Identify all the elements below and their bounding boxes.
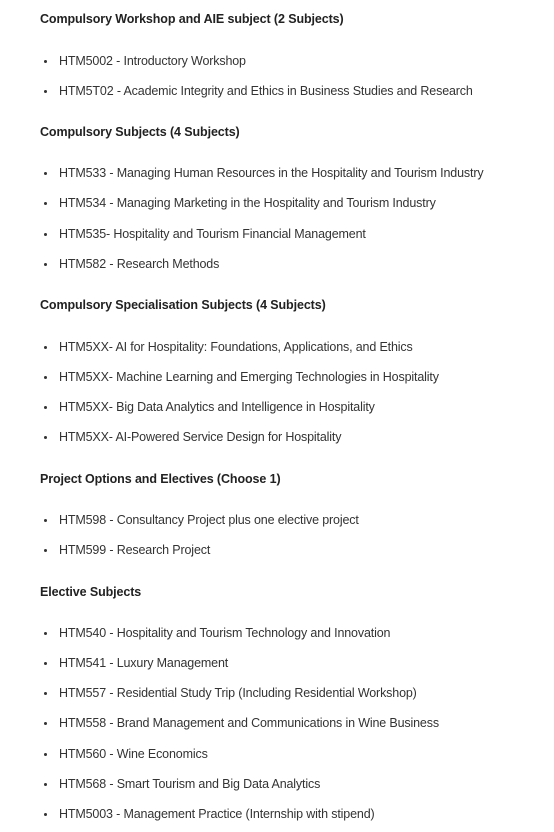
section-title-compulsory-workshop: Compulsory Workshop and AIE subject (2 Subjects): [40, 12, 344, 26]
bullet-icon: [44, 632, 47, 635]
list-item: [44, 257, 219, 271]
bullet-icon: [44, 662, 47, 665]
section-title-compulsory-subjects: Compulsory Subjects (4 Subjects): [40, 125, 240, 139]
bullet-icon: [44, 376, 47, 379]
bullet-icon: [44, 813, 47, 816]
list-item: [44, 430, 341, 444]
list-item-label: HTM599 - Research Project: [59, 543, 211, 557]
bullet-icon: [44, 753, 47, 756]
list-item-label: HTM533 - Managing Human Resources in the Hospitality and Tourism Industry: [59, 166, 484, 180]
list-item: [44, 370, 439, 384]
bullet-icon: [44, 519, 47, 522]
list-item-label: HTM540 - Hospitality and Tourism Technology and Innovation: [59, 626, 391, 640]
list-item-label: HTM541 - Luxury Management: [59, 656, 229, 670]
list-item: [44, 747, 208, 761]
list-item-label: HTM5002 - Introductory Workshop: [59, 54, 246, 68]
list-item-label: HTM534 - Managing Marketing in the Hospitality and Tourism Industry: [59, 196, 436, 210]
list-item-label: HTM560 - Wine Economics: [59, 747, 208, 761]
list-item-label: HTM582 - Research Methods: [59, 257, 220, 271]
list-item-label: HTM5T02 - Academic Integrity and Ethics in Business Studies and Research: [59, 84, 473, 98]
bullet-icon: [44, 346, 47, 349]
list-item: [44, 686, 417, 700]
bullet-icon: [44, 90, 47, 93]
list-item-label: HTM5003 - Management Practice (Internship with stipend): [59, 807, 375, 821]
list-item-label: HTM557 - Residential Study Trip (Including Residential Workshop): [59, 686, 417, 700]
list-item: [44, 166, 483, 180]
bullet-icon: [44, 406, 47, 409]
list-item-label: HTM598 - Consultancy Project plus one elective project: [59, 513, 359, 527]
bullet-icon: [44, 202, 47, 205]
list-item: [44, 656, 228, 670]
list-item-label: HTM535- Hospitality and Tourism Financial Management: [59, 227, 366, 241]
list-item: [44, 54, 246, 68]
list-item: [44, 716, 439, 730]
list-item-label: HTM5XX- AI-Powered Service Design for Hospitality: [59, 430, 342, 444]
list-item: [44, 227, 366, 241]
bullet-icon: [44, 722, 47, 725]
section-title-specialisation-subjects: Compulsory Specialisation Subjects (4 Subjects): [40, 298, 326, 312]
list-item-label: HTM5XX- Machine Learning and Emerging Technologies in Hospitality: [59, 370, 439, 384]
bullet-icon: [44, 233, 47, 236]
section-title-elective-subjects: Elective Subjects: [40, 585, 142, 599]
list-item: [44, 340, 413, 354]
list-item-label: HTM5XX- AI for Hospitality: Foundations, Applications, and Ethics: [59, 340, 413, 354]
bullet-icon: [44, 263, 47, 266]
bullet-icon: [44, 436, 47, 439]
bullet-icon: [44, 172, 47, 175]
bullet-icon: [44, 692, 47, 695]
list-item: [44, 84, 473, 98]
list-item-label: HTM558 - Brand Management and Communications in Wine Business: [59, 716, 439, 730]
list-item: [44, 196, 436, 210]
section-title-project-options: Project Options and Electives (Choose 1): [40, 472, 281, 486]
list-item: [44, 626, 390, 640]
bullet-icon: [44, 60, 47, 63]
bullet-icon: [44, 549, 47, 552]
list-item: [44, 513, 359, 527]
list-item: [44, 777, 320, 791]
list-item: [44, 543, 210, 557]
bullet-icon: [44, 783, 47, 786]
list-item: [44, 400, 375, 414]
list-item-label: HTM568 - Smart Tourism and Big Data Analytics: [59, 777, 321, 791]
list-item-label: HTM5XX- Big Data Analytics and Intelligence in Hospitality: [59, 400, 375, 414]
list-item: [44, 807, 375, 821]
